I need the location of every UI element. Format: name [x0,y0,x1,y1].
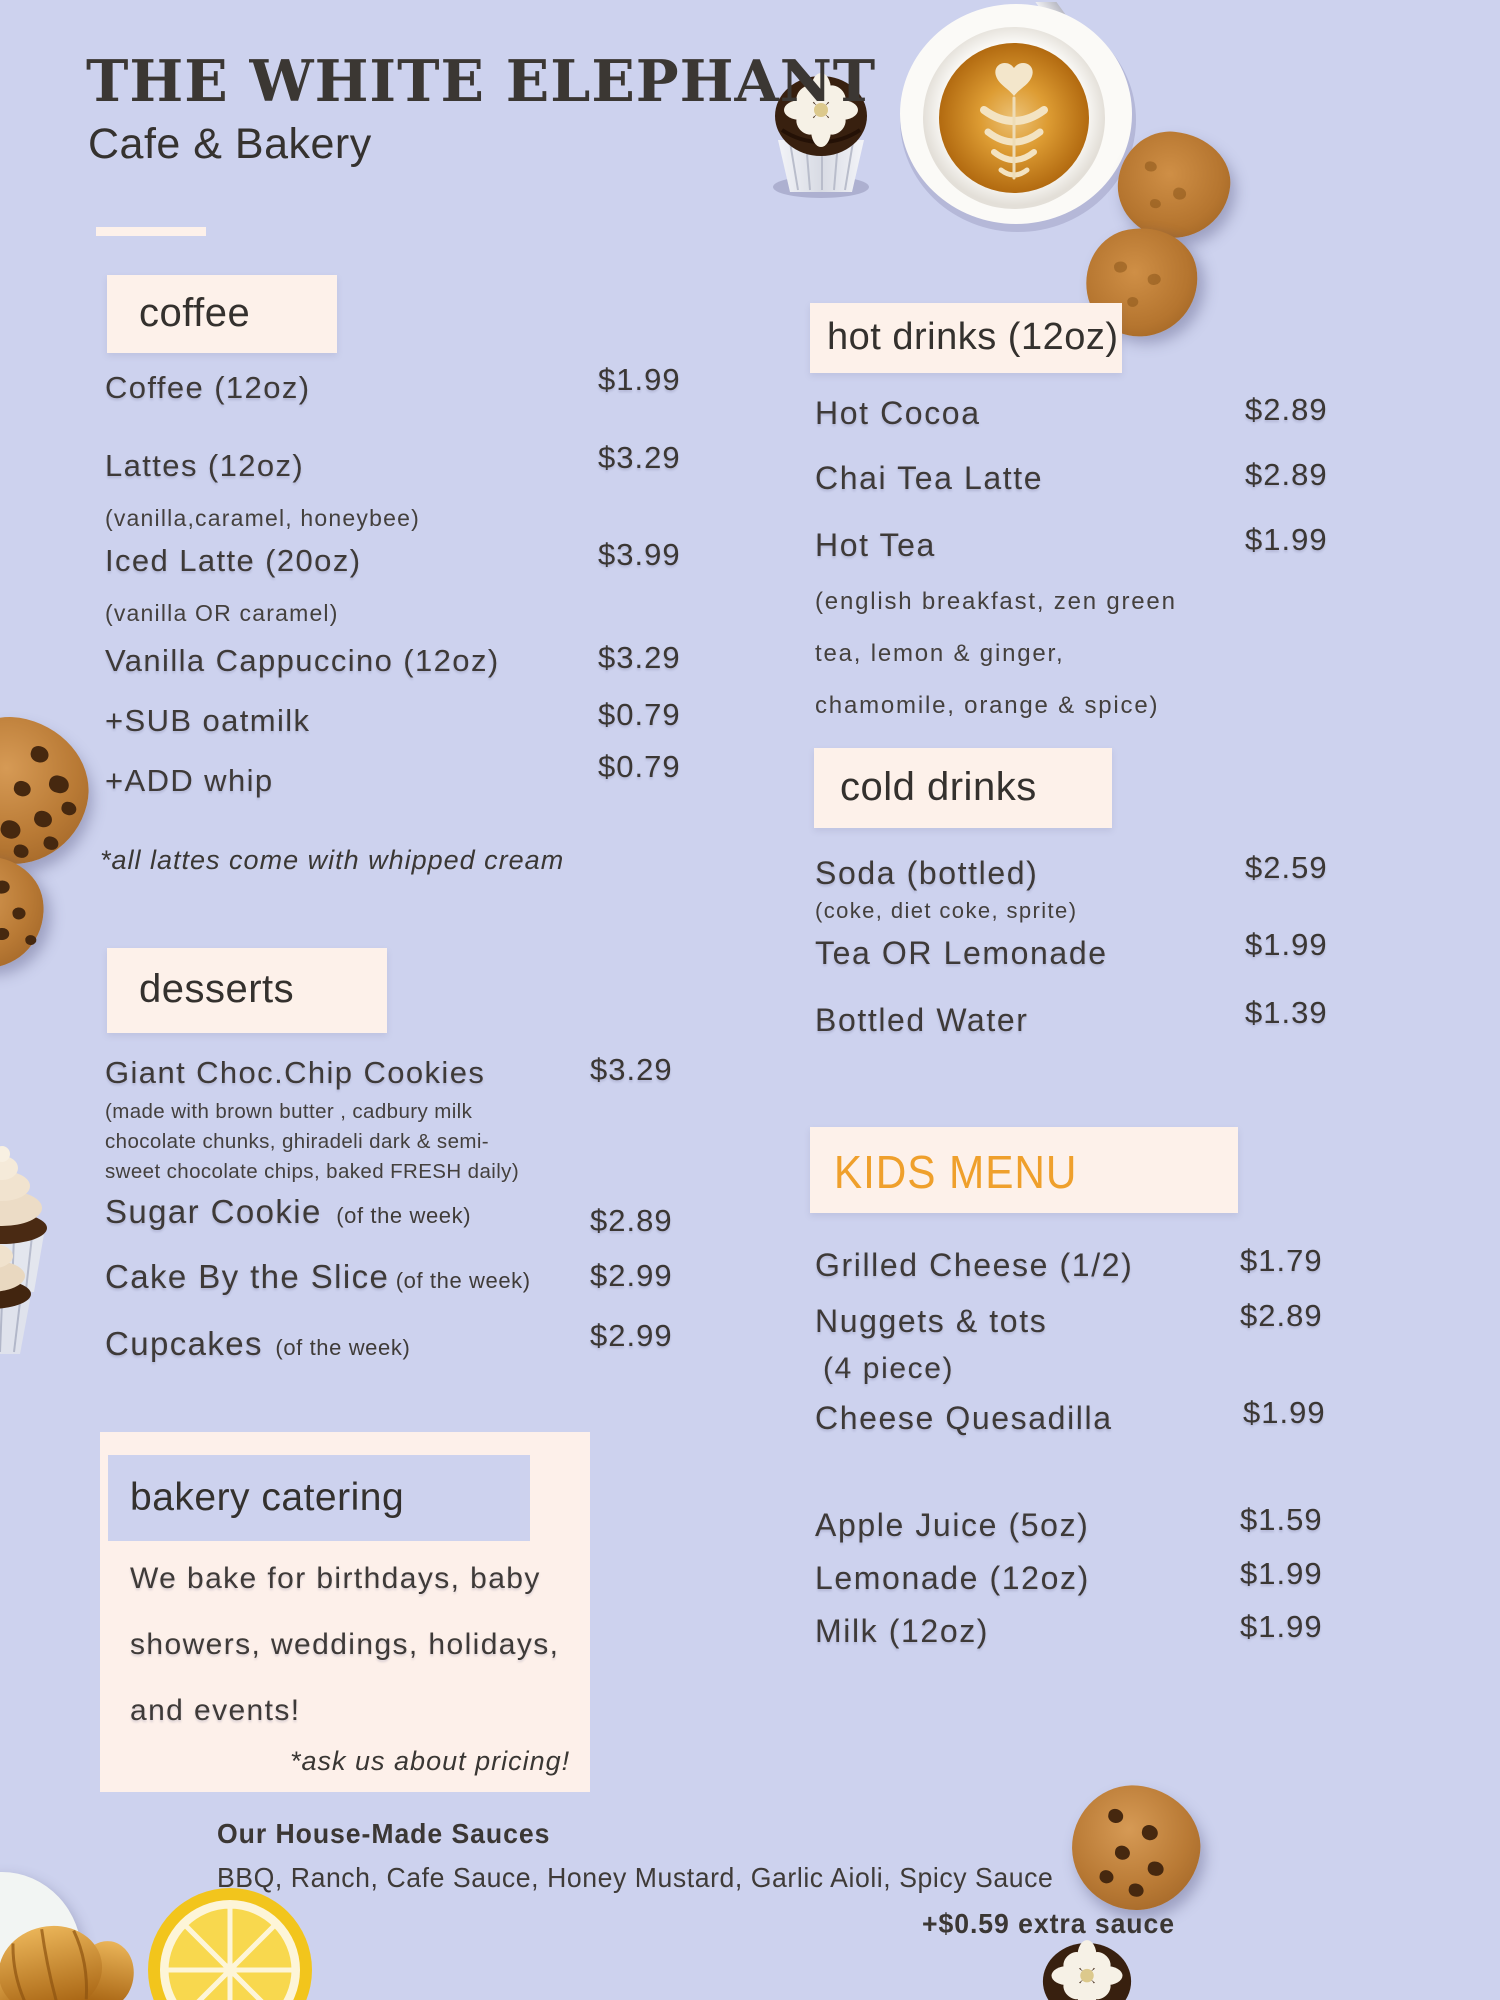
sauces-list: BBQ, Ranch, Cafe Sauce, Honey Mustard, Garlic Aioli, Spicy Sauce [217,1862,1054,1893]
menu-item-price: $2.99 [590,1258,673,1293]
menu-item: Coffee (12oz) [105,370,311,405]
menu-item-price: $2.89 [1240,1298,1323,1333]
bakery-catering-header-label: bakery catering [130,1476,405,1519]
menu-item-price: $1.99 [1240,1609,1323,1644]
menu-item-price: $3.29 [598,640,681,675]
menu-item-price: $2.89 [1245,457,1328,492]
catering-line: and events! [130,1694,301,1727]
menu-item: Apple Juice (5oz) [815,1507,1090,1543]
cold-drinks-header-label: cold drinks [840,765,1037,809]
latte-art-icon [898,2,1142,234]
menu-item-name: Cupcakes [105,1325,263,1362]
menu-item-price: $2.89 [590,1203,673,1238]
menu-item-price: $3.29 [598,440,681,475]
menu-item-desc: (coke, diet coke, sprite) [815,898,1078,923]
menu-item: Soda (bottled) [815,855,1039,891]
latte-cup-photo [898,2,1142,234]
sauces-title: Our House-Made Sauces [217,1818,551,1849]
menu-item: Lattes (12oz) [105,448,305,483]
menu-item-price: $0.79 [598,697,681,732]
menu-item-price: $3.99 [598,537,681,572]
catering-line: showers, weddings, holidays, [130,1628,560,1661]
menu-item [105,1258,531,1296]
cream-swirl-cupcake-photo [0,1238,44,1358]
menu-item [105,1193,471,1231]
hot-drinks-header-label: hot drinks (12oz) [827,316,1119,358]
menu-item: +SUB oatmilk [105,703,311,738]
menu-item-qualifier: (of the week) [336,1203,472,1228]
coffee-note: *all lattes come with whipped cream [100,845,565,875]
menu-item-desc: (made with brown butter , cadbury milk [105,1100,473,1123]
menu-item-desc: sweet chocolate chips, baked FRESH daily) [105,1160,520,1183]
menu-item-price: $2.59 [1245,850,1328,885]
menu-item: Grilled Cheese (1/2) [815,1247,1134,1283]
menu-item-desc: (english breakfast, zen green [815,588,1177,615]
menu-item-price: $1.79 [1240,1243,1323,1278]
menu-item: (4 piece) [823,1352,955,1385]
page-subtitle: Cafe & Bakery [88,120,372,168]
menu-item: +ADD whip [105,763,274,798]
menu-item-price: $1.39 [1245,995,1328,1030]
menu-item: Cheese Quesadilla [815,1400,1113,1436]
menu-item-price: $2.99 [590,1318,673,1353]
menu-item-price: $2.89 [1245,392,1328,427]
bakery-catering-section-header [108,1455,530,1541]
cold-drinks-section-header [814,748,1112,828]
menu-item: Tea OR Lemonade [815,935,1108,971]
menu-item-price: $3.29 [590,1052,673,1087]
kids-menu-section-header [810,1127,1238,1213]
menu-item-price: $1.99 [598,362,681,397]
menu-item-price: $1.99 [1240,1556,1323,1591]
menu-item-desc: chocolate chunks, ghiradeli dark & semi- [105,1130,490,1153]
menu-item-price: $1.99 [1243,1395,1326,1430]
kids-menu-header-label: KIDS MENU [833,1146,1078,1198]
menu-item: Milk (12oz) [815,1613,990,1649]
menu-item: Nuggets & tots [815,1303,1048,1339]
desserts-header-label: desserts [139,967,295,1011]
menu-item-price: $1.99 [1245,927,1328,962]
menu-item: Iced Latte (20oz) [105,543,362,578]
coffee-header-label: coffee [139,291,251,335]
catering-note: *ask us about pricing! [290,1746,571,1776]
menu-item: Lemonade (12oz) [815,1560,1090,1596]
coffee-section-header [107,275,337,353]
desserts-section-header [107,948,387,1033]
menu-item: Giant Choc.Chip Cookies [105,1055,486,1090]
menu-item-price: $1.59 [1240,1502,1323,1537]
menu-item: Bottled Water [815,1002,1029,1038]
menu-item-desc: tea, lemon & ginger, [815,640,1065,667]
menu-item-price: $1.99 [1245,522,1328,557]
menu-item-desc: (vanilla,caramel, honeybee) [105,505,420,531]
menu-item: Hot Cocoa [815,395,981,431]
menu-item: Vanilla Cappuccino (12oz) [105,643,500,678]
menu-item-desc: (vanilla OR caramel) [105,600,339,626]
chocolate-chip-cookie-photo [0,848,51,975]
menu-item-name: Sugar Cookie [105,1193,322,1230]
chocolate-chip-cookie-photo [1062,1776,1210,1920]
catering-line: We bake for birthdays, baby [130,1562,541,1595]
menu-item-price: $0.79 [598,749,681,784]
menu-item-name: Cake By the Slice [105,1258,390,1295]
menu-item-desc: chamomile, orange & spice) [815,692,1160,719]
bakery-catering-panel [100,1432,590,1792]
sauces-extra: +$0.59 extra sauce [922,1908,1175,1939]
menu-item: Hot Tea [815,527,936,563]
menu-item [105,1325,410,1363]
title-underline [96,227,206,236]
menu-item: Chai Tea Latte [815,460,1044,496]
menu-item-qualifier: (of the week) [395,1268,531,1293]
chocolate-chip-cookie-photo [0,702,103,880]
menu-item-qualifier: (of the week) [275,1335,411,1360]
lemon-slice-photo [146,1886,314,2000]
hot-drinks-section-header [810,303,1122,373]
page-title: THE WHITE ELEPHANT [86,48,877,115]
